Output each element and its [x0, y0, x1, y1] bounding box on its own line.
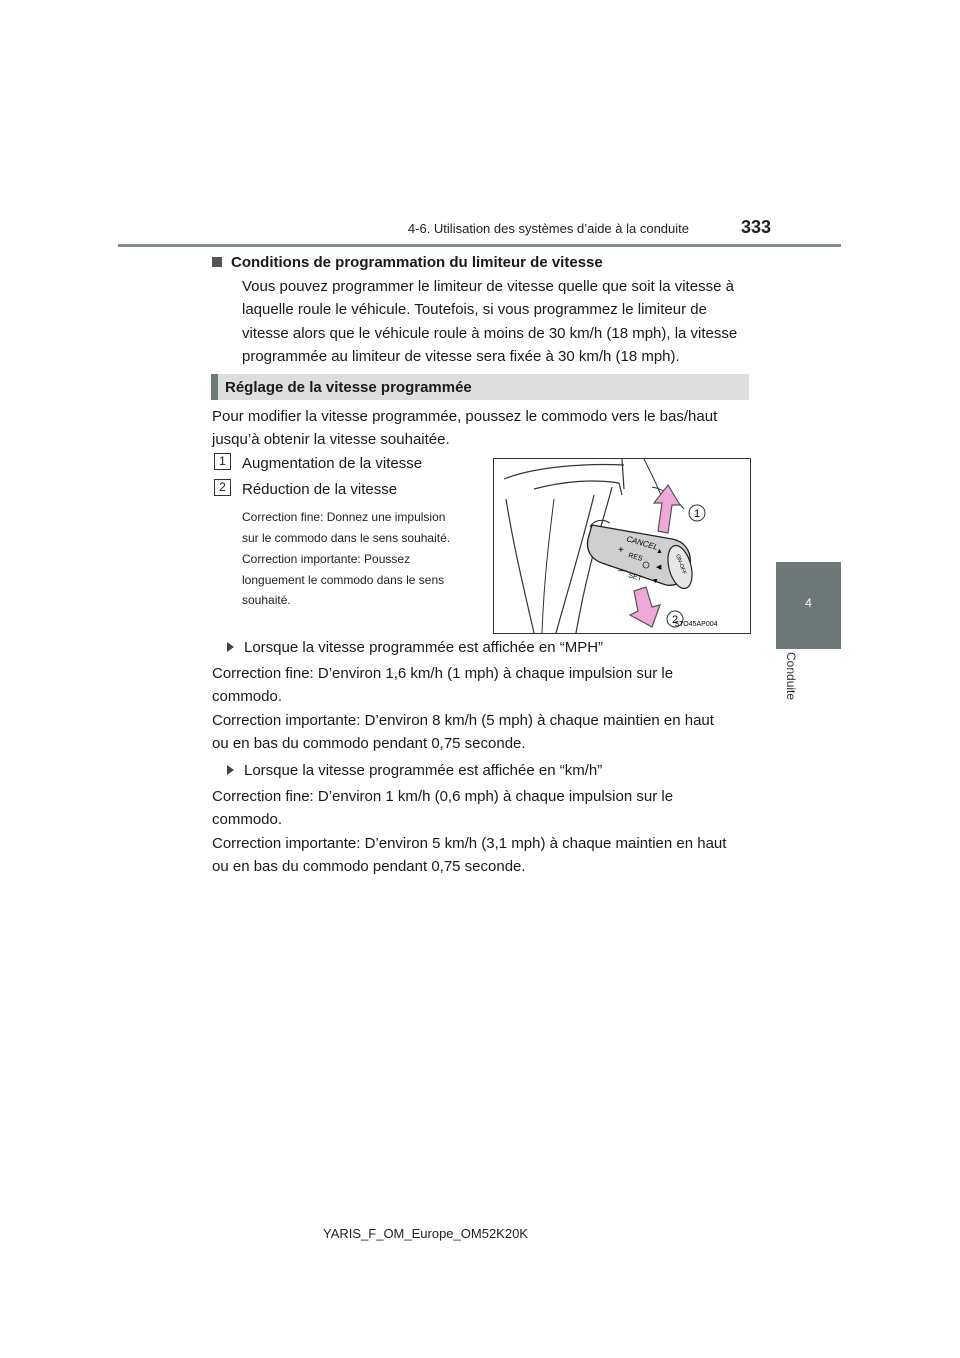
text-line: Correction fine: D’environ 1 km/h (0,6 mph) à chaque impulsion sur le: [212, 788, 674, 805]
kmh-fine-paragraph: [212, 785, 745, 832]
plus-label: +: [618, 545, 624, 556]
text-line: commodo.: [212, 811, 283, 829]
kmh-bullet-text: Lorsque la vitesse programmée est affichée en “km/h”: [244, 762, 603, 779]
conditions-heading: [212, 254, 603, 271]
intro-paragraph: [212, 405, 745, 452]
text-line: Correction fine: D’environ 1,6 km/h (1 mph) à chaque impulsion sur le: [212, 665, 674, 682]
chapter-label: [782, 652, 802, 742]
banner-accent: [211, 374, 218, 400]
down-arrow-icon: [630, 587, 660, 627]
res-label: RES: [627, 552, 644, 563]
conditions-heading-text: Conditions de programmation du limiteur de vitesse: [231, 254, 603, 271]
large-correction-note: [242, 549, 479, 611]
callout-number-2: 2: [214, 479, 231, 496]
text-line: Correction importante: Poussez: [242, 552, 411, 566]
set-triangle: ▼: [652, 578, 659, 585]
mph-bullet-text: Lorsque la vitesse programmée est affichée en “MPH”: [244, 639, 604, 656]
up-arrow-icon: [654, 485, 680, 533]
item-increase-speed: Augmentation de la vitesse: [242, 455, 423, 472]
header-rule: [118, 244, 841, 247]
cruise-triangle: ◀: [656, 564, 662, 571]
kmh-large-paragraph: [212, 832, 745, 879]
set-label: SET: [627, 572, 643, 583]
chapter-number: 4: [805, 596, 812, 610]
callout-label-1: 1: [693, 508, 701, 520]
callout-number-1: 1: [214, 453, 231, 470]
onoff-label: ON-OFF: [674, 553, 687, 576]
text-line: commodo.: [212, 688, 283, 706]
text-line: Pour modifier la vitesse programmée, poussez le commodo vers le bas/haut: [212, 408, 718, 425]
lever-drawing: [494, 459, 750, 633]
cancel-label: CANCEL: [625, 534, 660, 552]
text-line: jusqu’à obtenir la vitesse souhaitée.: [212, 431, 450, 449]
text-line: longuement le commodo dans le sens: [242, 572, 445, 587]
square-bullet-icon: [212, 257, 222, 267]
text-line: ou en bas du commodo pendant 0,75 seconde.: [212, 735, 526, 753]
triangle-bullet-icon: [227, 642, 234, 652]
text-line: laquelle roule le véhicule. Toutefois, si vous programmez le limiteur de: [242, 301, 707, 319]
text-line: ou en bas du commodo pendant 0,75 seconde.: [212, 858, 526, 876]
text-line: sur le commodo dans le sens souhaité.: [242, 530, 451, 545]
text-line: vitesse alors que le véhicule roule à moins de 30 km/h (18 mph), la vitesse: [242, 324, 738, 342]
chapter-label-text: Conduite: [784, 652, 798, 701]
text-line: programmée au limiteur de vitesse sera fixée à 30 km/h (18 mph).: [242, 348, 680, 366]
text-line: Correction importante: D’environ 8 km/h (5 mph) à chaque maintien en haut: [212, 712, 714, 729]
text-line: Vous pouvez programmer le limiteur de vitesse quelle que soit la vitesse à: [242, 278, 734, 295]
conditions-paragraph: [242, 275, 745, 369]
minus-label: —: [618, 565, 627, 575]
banner-title: Réglage de la vitesse programmée: [225, 379, 472, 396]
chapter-tab: [776, 562, 841, 649]
text-line: souhaité.: [242, 593, 291, 607]
triangle-bullet-icon: [227, 765, 234, 775]
mph-bullet: [227, 639, 603, 656]
lever-illustration: [493, 458, 751, 634]
mph-fine-paragraph: [212, 662, 745, 709]
fine-correction-note: [242, 507, 479, 548]
figure-code: STO45AP004: [674, 621, 718, 628]
kmh-bullet: [227, 762, 602, 779]
callout-label-2: 2: [671, 614, 679, 626]
item-decrease-speed: Réduction de la vitesse: [242, 481, 398, 498]
text-line: Correction fine: Donnez une impulsion: [242, 510, 446, 524]
res-triangle: ▲: [656, 548, 663, 555]
mph-large-paragraph: [212, 709, 745, 756]
section-title: 4-6. Utilisation des systèmes d’aide à la conduite: [407, 221, 689, 236]
page-number: 333: [741, 217, 772, 237]
section-banner: [211, 374, 749, 400]
text-line: Correction importante: D’environ 5 km/h (3,1 mph) à chaque maintien en haut: [212, 835, 727, 852]
document-code: YARIS_F_OM_Europe_OM52K20K: [323, 1226, 528, 1241]
